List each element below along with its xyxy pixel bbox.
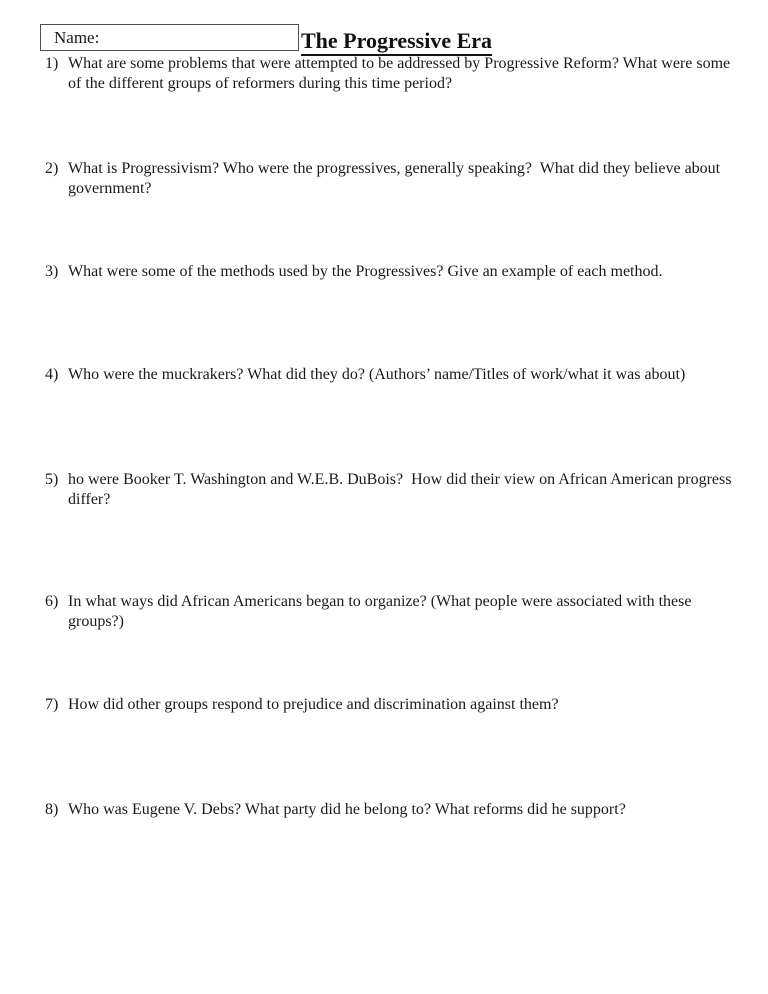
question-text: How did other groups respond to prejudice and discrimination against them? [68, 696, 559, 713]
question-text: What were some of the methods used by the Progressives? Give an example of each method. [68, 263, 663, 280]
name-label: Name: [54, 27, 100, 47]
question-text: Who was Eugene V. Debs? What party did he belong to? What reforms did he support? [68, 801, 626, 818]
name-field-box[interactable] [40, 24, 299, 51]
question-item-4 [45, 365, 732, 385]
question-item-8 [45, 800, 732, 820]
question-number: 8) [45, 801, 59, 818]
question-text: Who were the muckrakers? What did they do? (Authors’ name/Titles of work/what it was about) [68, 366, 686, 383]
question-item-6 [45, 592, 732, 632]
question-item-1 [45, 54, 735, 94]
question-text: What is Progressivism? Who were the progressives, generally speaking? What did they believe about government? [68, 160, 725, 197]
question-item-3 [45, 262, 732, 282]
question-text: In what ways did African Americans began to organize? (What people were associated with these groups?) [68, 593, 696, 630]
question-number: 2) [45, 160, 59, 177]
question-number: 4) [45, 366, 59, 383]
question-item-5 [45, 470, 736, 510]
question-text: ho were Booker T. Washington and W.E.B. DuBois? How did their view on African American progress differ? [68, 471, 736, 508]
question-number: 7) [45, 696, 59, 713]
question-text: What are some problems that were attempted to be addressed by Progressive Reform? What were some of the different groups of reformers during this time period? [68, 55, 735, 92]
question-number: 3) [45, 263, 59, 280]
question-number: 1) [45, 55, 59, 72]
question-number: 5) [45, 471, 59, 488]
question-item-2 [45, 159, 732, 199]
question-number: 6) [45, 593, 59, 610]
page-title: The Progressive Era [301, 28, 492, 56]
question-item-7 [45, 695, 732, 715]
